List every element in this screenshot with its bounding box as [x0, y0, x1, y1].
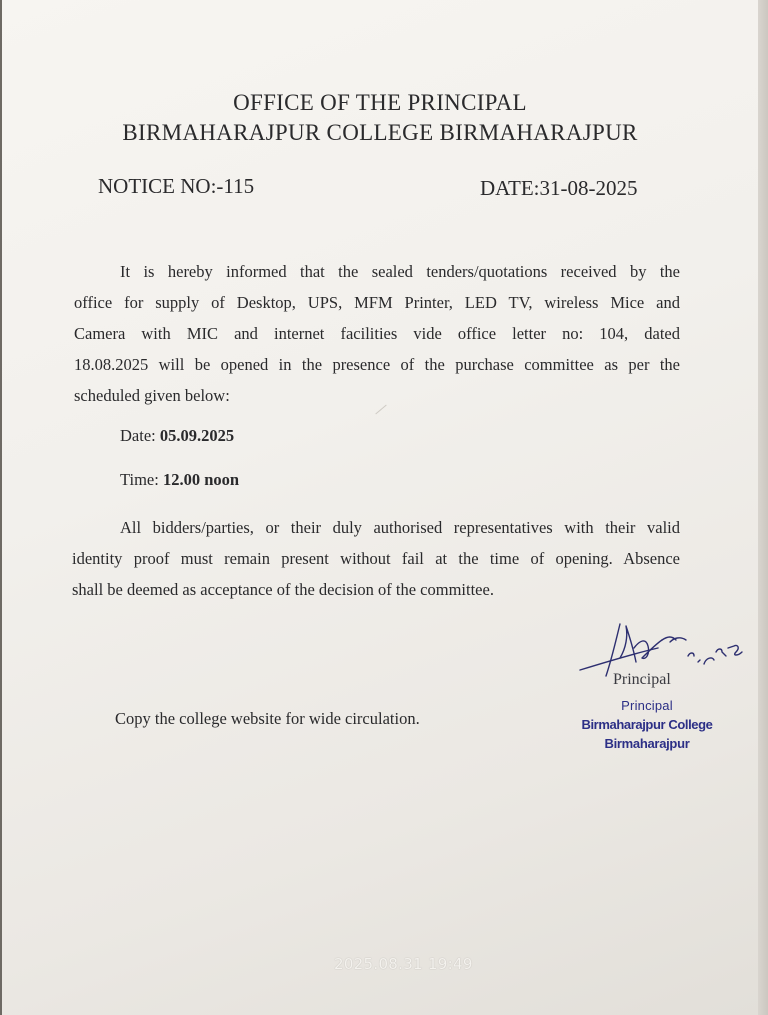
- opening-time-label: Time:: [120, 470, 159, 489]
- paragraph-line: shall be deemed as acceptance of the decision of the committee.: [72, 580, 494, 599]
- notice-sheet: [2, 0, 759, 1015]
- paragraph-line: It is hereby informed that the sealed tenders/quotations received by the: [120, 262, 680, 281]
- signature-stroke: [634, 640, 662, 658]
- paragraph-line: scheduled given below:: [74, 386, 230, 405]
- signature-stroke: [662, 637, 686, 642]
- principal-stamp: [562, 696, 732, 753]
- signature-stroke: [688, 645, 742, 664]
- signature-stroke: [620, 626, 636, 662]
- opening-date: [120, 426, 234, 446]
- opening-date-label: Date:: [120, 426, 156, 445]
- notice-date: DATE:31-08-2025: [480, 176, 638, 200]
- opening-time-value: 12.00 noon: [162, 470, 240, 489]
- paragraph-line: office for supply of Desktop, UPS, MFM Printer, LED TV, wireless Mice and: [74, 293, 680, 312]
- college-title: BIRMAHARAJPUR COLLEGE BIRMAHARAJPUR: [122, 120, 638, 145]
- paragraph-line: All bidders/parties, or their duly authorised representatives with their valid: [120, 518, 680, 537]
- paragraph-line: identity proof must remain present without fail at the time of opening. Absence: [72, 549, 680, 568]
- notice-paragraph-2: [72, 512, 680, 605]
- paragraph-line: 18.08.2025 will be opened in the presence of the purchase committee as per the: [74, 355, 680, 374]
- paper-right-edge: [758, 0, 768, 1015]
- stamp-line: Principal: [621, 698, 673, 713]
- stamp-line: Birmaharajpur College: [581, 717, 713, 732]
- photo-timestamp: 2025.08.31 19:49: [334, 955, 473, 973]
- stamp-line: Birmaharajpur: [604, 736, 690, 751]
- notice-paragraph-1: [74, 256, 680, 411]
- notice-number: NOTICE NO:-115: [98, 174, 255, 198]
- office-title: OFFICE OF THE PRINCIPAL: [233, 90, 527, 115]
- signatory-title: Principal: [613, 671, 671, 688]
- signature-stroke: [580, 648, 658, 670]
- paragraph-line: Camera with MIC and internet facilities vide office letter no: 104, dated: [74, 324, 680, 343]
- copy-circulation-note: Copy the college website for wide circulation.: [115, 709, 420, 728]
- opening-date-value: 05.09.2025: [159, 426, 235, 445]
- signature-stroke: [606, 624, 620, 676]
- opening-time: [120, 470, 239, 490]
